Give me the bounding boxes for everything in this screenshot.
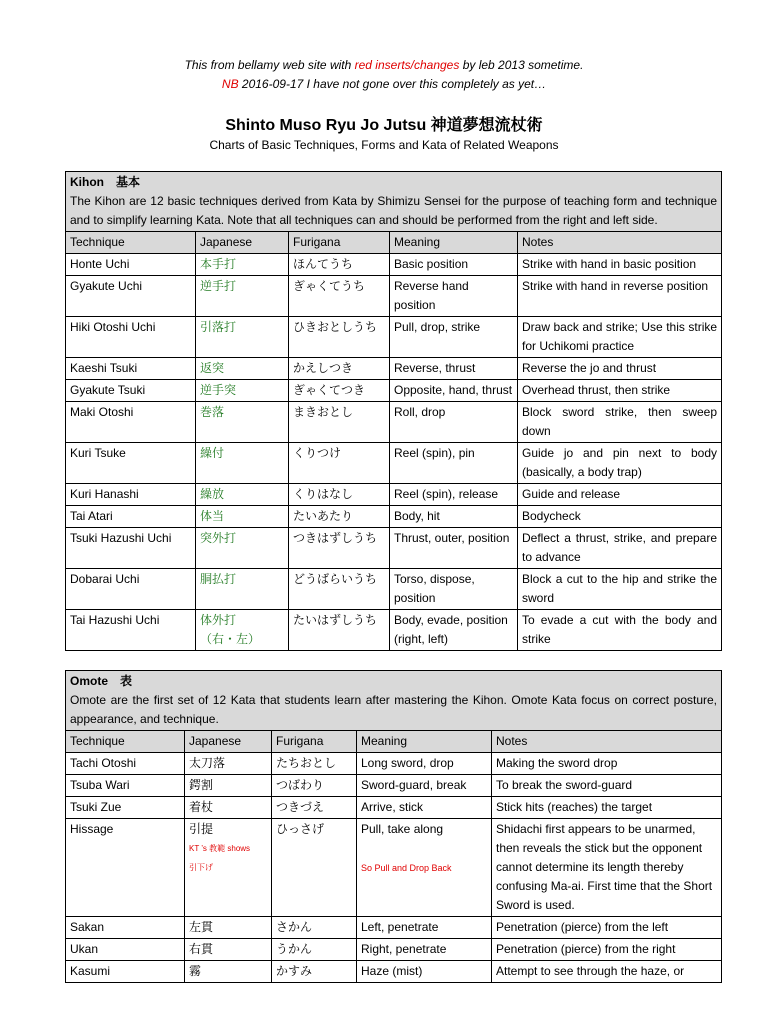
column-header-japanese: Japanese (185, 731, 272, 753)
meaning-cell: Thrust, outer, position (390, 528, 518, 569)
column-header-meaning: Meaning (357, 731, 492, 753)
technique-cell: Tsuki Zue (66, 797, 185, 819)
kihon-section-title: Kihon (70, 175, 104, 189)
notes-cell: Guide jo and pin next to body (basically, a body trap) (518, 443, 722, 484)
furigana-cell: くりつけ (289, 443, 390, 484)
furigana-cell: ぎゃくてつき (289, 380, 390, 402)
japanese-cell (185, 961, 272, 983)
japanese-cell (185, 939, 272, 961)
meaning-cell: Reel (spin), release (390, 484, 518, 506)
japanese-text: 霧 (189, 964, 202, 978)
kihon-description: The Kihon are 12 basic techniques derived from Kata by Shimizu Sensei for the purpose of teaching form and technique and to simplify learning Kata. Note that all techniques can and should be performed from the right and left side. (70, 194, 718, 227)
omote-section-title: Omote (70, 674, 109, 688)
technique-cell: Gyakute Tsuki (66, 380, 196, 402)
japanese-text: 左貫 (189, 920, 214, 934)
furigana-cell: ほんてうち (289, 254, 390, 276)
technique-cell: Tai Atari (66, 506, 196, 528)
meaning-cell: Body, evade, position (right, left) (390, 610, 518, 651)
meaning-text: Haze (mist) (361, 964, 423, 978)
japanese-text: 引提 (189, 822, 214, 836)
table-row (66, 753, 722, 775)
kihon-table (65, 171, 722, 651)
meaning-text: Right, penetrate (361, 942, 447, 956)
technique-cell: Kuri Hanashi (66, 484, 196, 506)
japanese-cell (185, 819, 272, 917)
japanese-cell (196, 358, 289, 380)
notes-cell: Deflect a thrust, strike, and prepare to advance (518, 528, 722, 569)
japanese-text: 太刀落 (189, 756, 226, 770)
table-row (66, 610, 722, 651)
meaning-cell (357, 797, 492, 819)
japanese-text: 着杖 (189, 800, 214, 814)
japanese-cell (196, 317, 289, 358)
notes-cell: Penetration (pierce) from the left (492, 917, 722, 939)
technique-cell: Maki Otoshi (66, 402, 196, 443)
japanese-text: 逆手突 (200, 383, 237, 397)
notes-cell: Bodycheck (518, 506, 722, 528)
omote-description: Omote are the first set of 12 Kata that students learn after mastering the Kihon. Omote Kata focus on correct posture, appearance, and technique. (70, 693, 718, 726)
notes-cell: Reverse the jo and thrust (518, 358, 722, 380)
technique-cell: Kasumi (66, 961, 185, 983)
meaning-text: Long sword, drop (361, 756, 454, 770)
notes-cell: To break the sword-guard (492, 775, 722, 797)
technique-cell: Ukan (66, 939, 185, 961)
meaning-cell (357, 775, 492, 797)
japanese-cell (196, 506, 289, 528)
kihon-section-kanji: 基本 (116, 175, 141, 189)
notes-cell: Draw back and strike; Use this strike for Uchikomi practice (518, 317, 722, 358)
omote-section-cell (66, 671, 722, 731)
nb-text: 2016-09-17 I have not gone over this completely as yet… (238, 77, 547, 91)
table-row (66, 443, 722, 484)
furigana-cell: たちおとし (272, 753, 357, 775)
column-header-furigana: Furigana (272, 731, 357, 753)
table-row (66, 961, 722, 983)
furigana-cell: かえしつき (289, 358, 390, 380)
japanese-cell (185, 775, 272, 797)
technique-cell: Sakan (66, 917, 185, 939)
technique-cell: Hissage (66, 819, 185, 917)
technique-cell: Kuri Tsuke (66, 443, 196, 484)
page-title: Shinto Muso Ryu Jo Jutsu 神道夢想流杖術 (225, 117, 543, 134)
notes-cell: Stick hits (reaches) the target (492, 797, 722, 819)
table-row (66, 775, 722, 797)
furigana-cell: ぎゃくてうち (289, 276, 390, 317)
technique-cell: Kaeshi Tsuki (66, 358, 196, 380)
japanese-red-note: 引下げ (189, 863, 213, 872)
japanese-text: 繰付 (200, 446, 225, 460)
notes-cell: To evade a cut with the body and strike (518, 610, 722, 651)
page-subtitle: Charts of Basic Techniques, Forms and Kata of Related Weapons (209, 138, 559, 152)
technique-cell: Tsuki Hazushi Uchi (66, 528, 196, 569)
omote-header-row (66, 731, 722, 753)
meaning-cell: Torso, dispose, position (390, 569, 518, 610)
meaning-cell (357, 819, 492, 917)
japanese-cell (196, 276, 289, 317)
japanese-cell (196, 402, 289, 443)
meaning-cell: Reverse, thrust (390, 358, 518, 380)
source-note-text: This from bellamy web site with (184, 58, 355, 72)
japanese-cell (185, 797, 272, 819)
japanese-cell (196, 443, 289, 484)
meaning-cell (357, 917, 492, 939)
japanese-text: 鍔割 (189, 778, 214, 792)
table-row (66, 254, 722, 276)
japanese-text: 逆手打 (200, 279, 237, 293)
omote-section-kanji: 表 (120, 674, 133, 688)
meaning-cell: Roll, drop (390, 402, 518, 443)
notes-cell: Shidachi first appears to be unarmed, then reveals the stick but the opponent cannot determine its length thereby confusing Ma-ai. First time that the Short Sword is used. (492, 819, 722, 917)
nb-note (0, 77, 768, 91)
furigana-cell: まきおとし (289, 402, 390, 443)
column-header-technique: Technique (66, 731, 185, 753)
table-row (66, 402, 722, 443)
furigana-cell: つきづえ (272, 797, 357, 819)
technique-cell: Tachi Otoshi (66, 753, 185, 775)
kihon-header-row (66, 232, 722, 254)
table-row (66, 569, 722, 610)
table-row (66, 819, 722, 917)
kihon-section-cell (66, 172, 722, 232)
furigana-cell: ひっさげ (272, 819, 357, 917)
japanese-cell (185, 917, 272, 939)
kihon-section-row (66, 172, 722, 232)
column-header-furigana: Furigana (289, 232, 390, 254)
table-row (66, 276, 722, 317)
notes-cell: Penetration (pierce) from the right (492, 939, 722, 961)
furigana-cell: ひきおとしうち (289, 317, 390, 358)
source-note-red: red inserts/changes (354, 58, 460, 72)
japanese-cell (196, 610, 289, 651)
column-header-meaning: Meaning (390, 232, 518, 254)
notes-cell: Block a cut to the hip and strike the sword (518, 569, 722, 610)
japanese-text: 巻落 (200, 405, 225, 419)
technique-cell: Hiki Otoshi Uchi (66, 317, 196, 358)
notes-cell: Making the sword drop (492, 753, 722, 775)
furigana-cell: かすみ (272, 961, 357, 983)
meaning-text: Sword-guard, break (361, 778, 467, 792)
japanese-text: 右貫 (189, 942, 214, 956)
meaning-cell (357, 961, 492, 983)
meaning-text: Left, penetrate (361, 920, 439, 934)
meaning-cell (357, 753, 492, 775)
furigana-cell: さかん (272, 917, 357, 939)
japanese-subtext: （右・左） (200, 632, 261, 646)
meaning-text: Pull, take along (361, 822, 444, 836)
furigana-cell: くりはなし (289, 484, 390, 506)
technique-cell: Gyakute Uchi (66, 276, 196, 317)
japanese-text: 繰放 (200, 487, 225, 501)
notes-cell: Block sword strike, then sweep down (518, 402, 722, 443)
japanese-cell (185, 753, 272, 775)
japanese-cell (196, 254, 289, 276)
japanese-text: 返突 (200, 361, 225, 375)
table-row (66, 317, 722, 358)
source-note-suffix: by leb 2013 sometime. (459, 58, 584, 72)
table-row (66, 506, 722, 528)
column-header-japanese: Japanese (196, 232, 289, 254)
omote-table (65, 670, 722, 983)
table-row (66, 917, 722, 939)
notes-cell: Overhead thrust, then strike (518, 380, 722, 402)
japanese-text: 胴払打 (200, 572, 237, 586)
japanese-text: 突外打 (200, 531, 237, 545)
japanese-text: 引落打 (200, 320, 237, 334)
table-row (66, 797, 722, 819)
meaning-cell: Opposite, hand, thrust (390, 380, 518, 402)
furigana-cell: たいあたり (289, 506, 390, 528)
meaning-cell: Reverse hand position (390, 276, 518, 317)
japanese-text: 体外打 (200, 613, 237, 627)
column-header-notes: Notes (518, 232, 722, 254)
japanese-cell (196, 380, 289, 402)
table-row (66, 380, 722, 402)
notes-cell: Strike with hand in basic position (518, 254, 722, 276)
source-note (0, 58, 768, 72)
technique-cell: Tai Hazushi Uchi (66, 610, 196, 651)
table-row (66, 484, 722, 506)
japanese-cell (196, 569, 289, 610)
notes-cell: Strike with hand in reverse position (518, 276, 722, 317)
column-header-notes: Notes (492, 731, 722, 753)
meaning-red-note: So Pull and Drop Back (361, 863, 452, 873)
japanese-text: 体当 (200, 509, 225, 523)
meaning-text: Arrive, stick (361, 800, 424, 814)
furigana-cell: つきはずしうち (289, 528, 390, 569)
meaning-cell (357, 939, 492, 961)
notes-cell: Guide and release (518, 484, 722, 506)
japanese-cell (196, 528, 289, 569)
furigana-cell: うかん (272, 939, 357, 961)
meaning-cell: Pull, drop, strike (390, 317, 518, 358)
nb-label: NB (221, 77, 239, 91)
meaning-cell: Reel (spin), pin (390, 443, 518, 484)
column-header-technique: Technique (66, 232, 196, 254)
japanese-cell (196, 484, 289, 506)
technique-cell: Honte Uchi (66, 254, 196, 276)
table-row (66, 528, 722, 569)
furigana-cell: つばわり (272, 775, 357, 797)
notes-cell: Attempt to see through the haze, or (492, 961, 722, 983)
technique-cell: Tsuba Wari (66, 775, 185, 797)
technique-cell: Dobarai Uchi (66, 569, 196, 610)
meaning-cell: Basic position (390, 254, 518, 276)
japanese-red-note: KT ’s 教範 shows (189, 844, 251, 853)
furigana-cell: どうばらいうち (289, 569, 390, 610)
meaning-cell: Body, hit (390, 506, 518, 528)
table-row (66, 358, 722, 380)
furigana-cell: たいはずしうち (289, 610, 390, 651)
japanese-text: 本手打 (200, 257, 237, 271)
table-row (66, 939, 722, 961)
omote-section-row (66, 671, 722, 731)
